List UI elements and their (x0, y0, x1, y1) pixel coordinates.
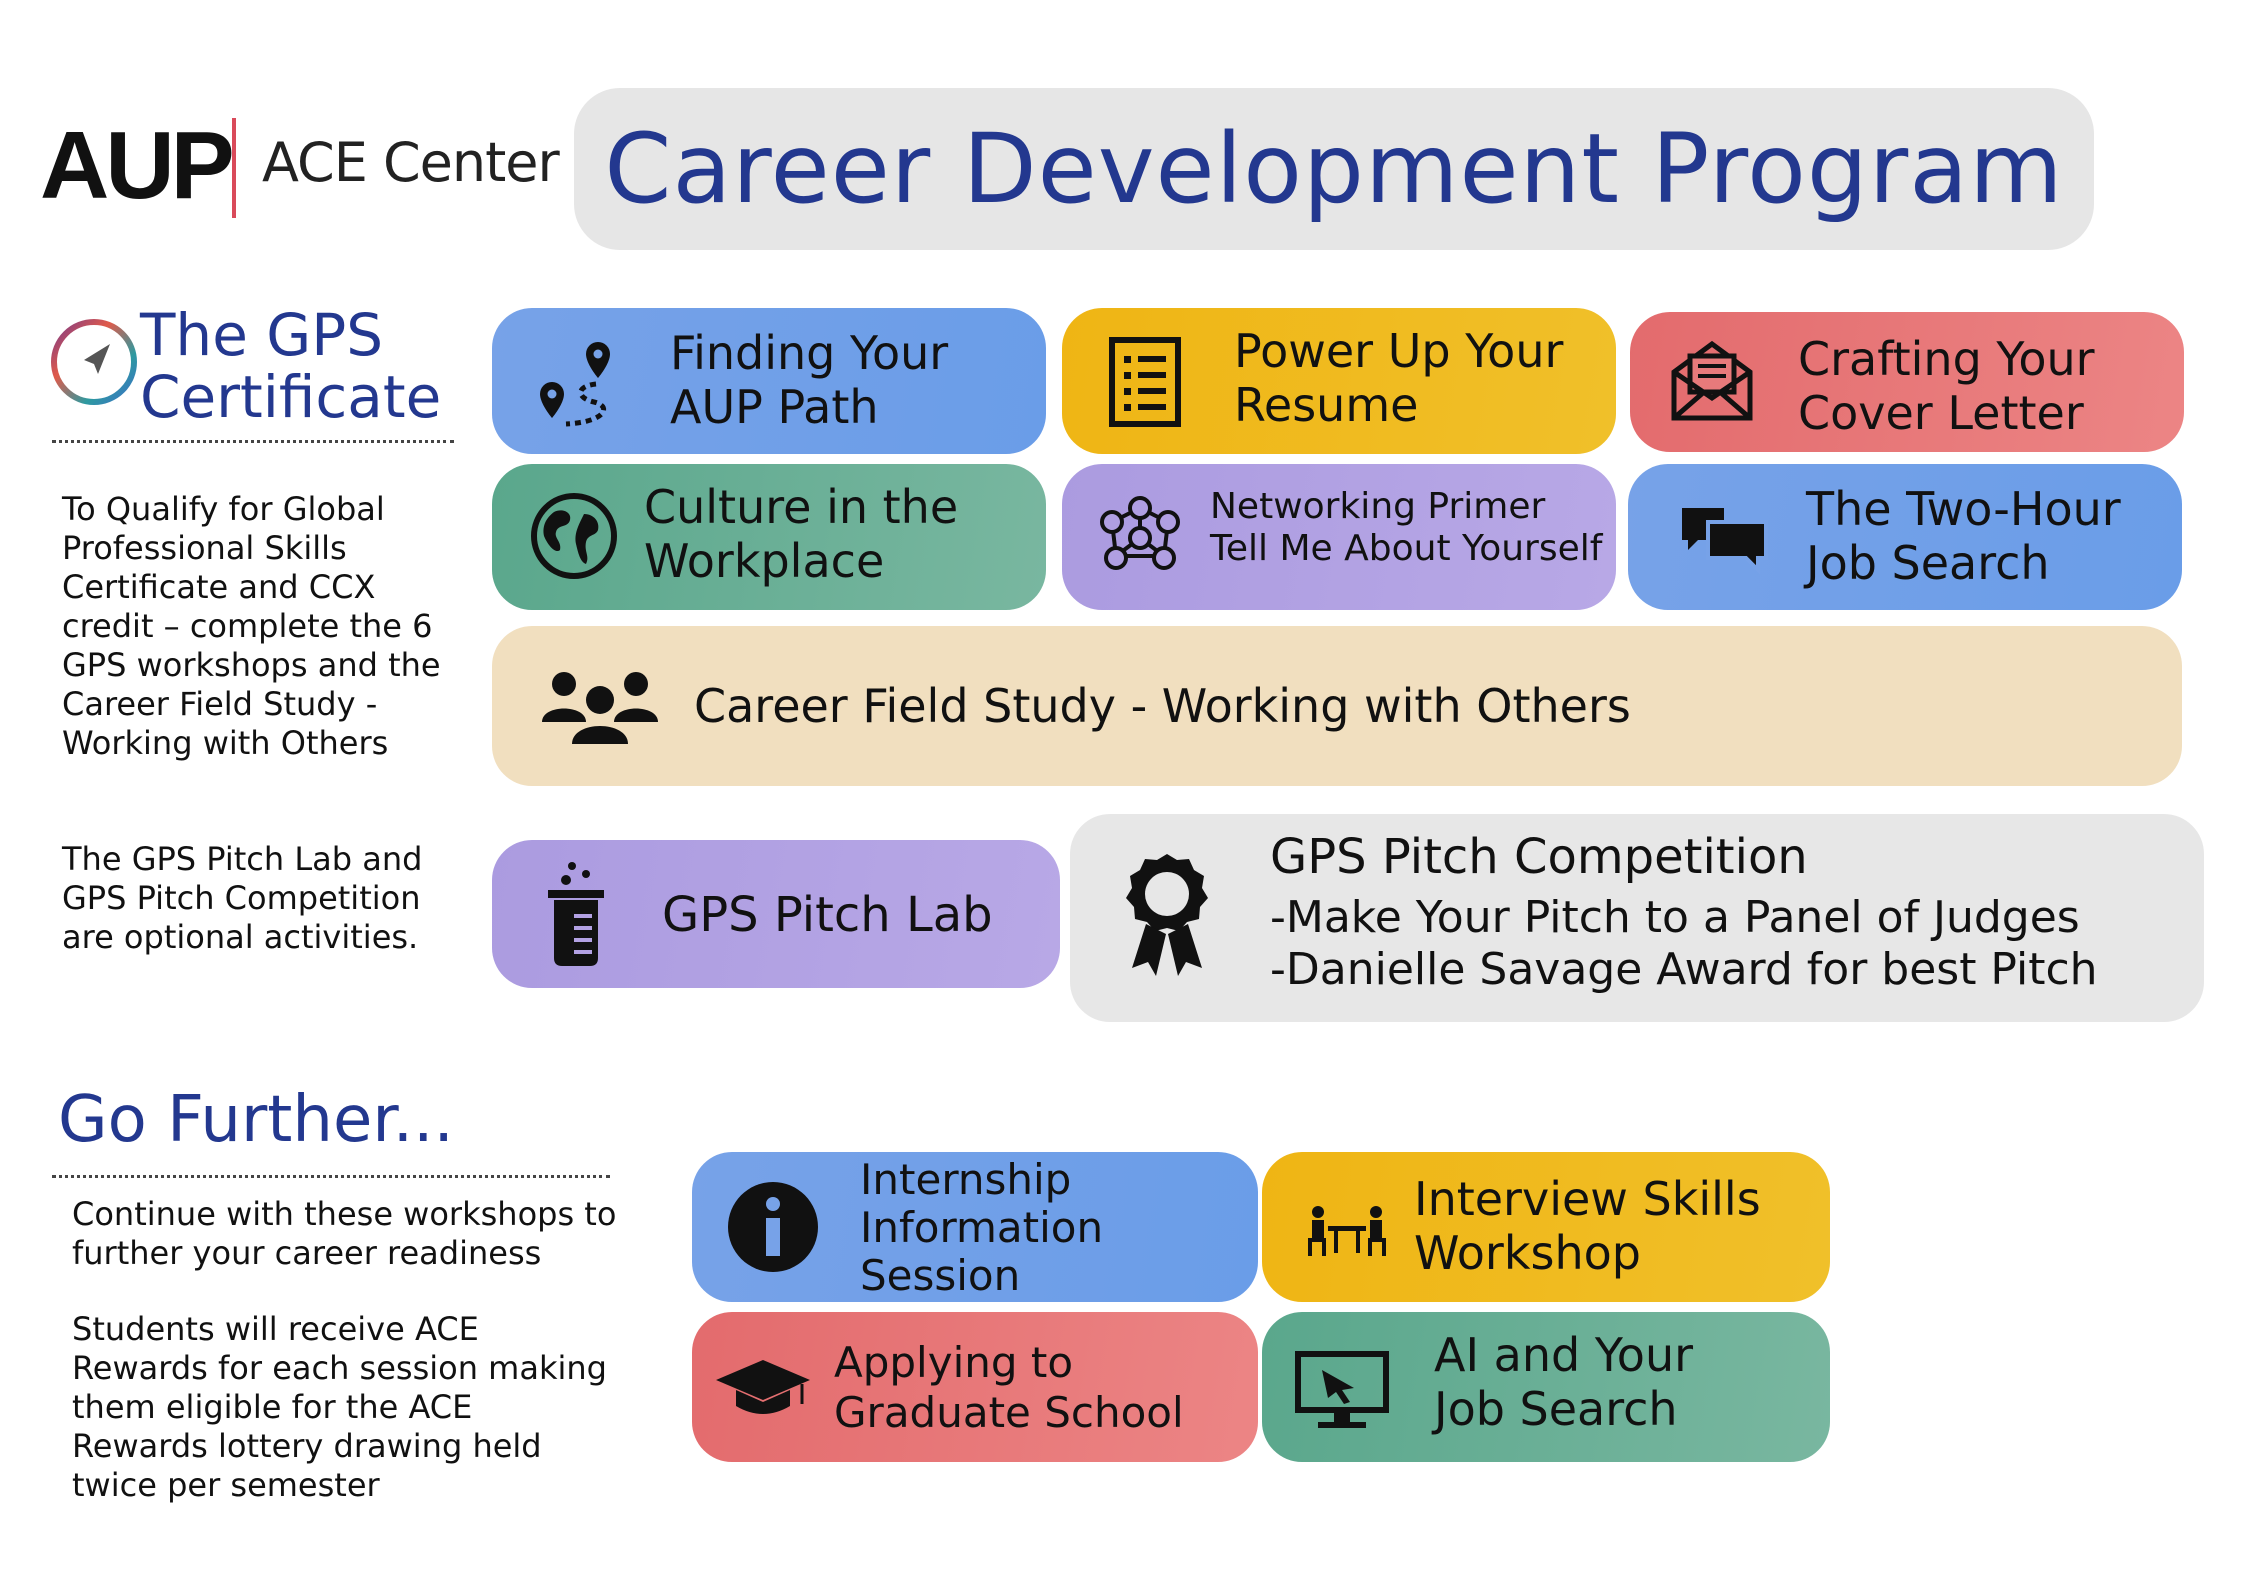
workshop-ai-and-your-job-search[interactable] (1262, 1312, 1830, 1462)
document-list-icon (1106, 336, 1184, 428)
workshop-label-line: Job Search (1434, 1382, 1678, 1436)
pitch-competition-card[interactable] (1070, 814, 2204, 1022)
workshop-label-line: Graduate School (834, 1388, 1184, 1437)
workshop-applying-to-graduate-school[interactable] (692, 1312, 1258, 1462)
qualify-line: Working with Others (62, 724, 389, 762)
gps-divider (52, 440, 454, 443)
workshop-label-line: Resume (1234, 378, 1419, 432)
envelope-letter-icon (1670, 338, 1754, 422)
workshop-label-line: AI and Your (1434, 1328, 1694, 1382)
workshop-label-line: AUP Path (670, 380, 879, 434)
go-further-text1 (72, 1195, 616, 1273)
go-further-line: Rewards lottery drawing held (72, 1427, 542, 1465)
workshop-label-line: The Two-Hour (1806, 482, 2121, 536)
workshop-label (1798, 332, 2095, 440)
workshop-label-line: Power Up Your (1234, 324, 1564, 378)
workshop-label (1806, 482, 2121, 590)
field-study-label: Career Field Study - Working with Others (694, 679, 1631, 733)
aup-logo (40, 112, 231, 219)
pitch-competition-line1: -Make Your Pitch to a Panel of Judges (1270, 892, 2080, 943)
pitch-competition-title: GPS Pitch Competition (1270, 829, 1808, 885)
network-people-icon (1092, 492, 1188, 582)
workshop-label (1234, 324, 1563, 432)
go-further-divider (52, 1175, 610, 1178)
gps-title-line2: Certificate (140, 363, 442, 431)
workshop-crafting-your-cover-letter[interactable] (1630, 312, 2184, 452)
workshop-label (860, 1156, 1103, 1300)
aup-logo-text: AUP (40, 112, 231, 219)
go-further-title: Go Further... (58, 1083, 454, 1157)
page-title: Career Development Program (604, 113, 2064, 225)
gps-title (140, 301, 442, 431)
optional-text (62, 840, 422, 957)
award-ribbon-icon (1122, 850, 1212, 980)
workshop-label-line: Networking Primer (1210, 486, 1546, 527)
workshop-two-hour-job-search[interactable] (1628, 464, 2182, 610)
workshop-label-line: Crafting Your (1798, 332, 2095, 386)
qualify-line: Career Field Study - (62, 685, 378, 723)
pitch-lab-label: GPS Pitch Lab (662, 887, 993, 943)
optional-line: The GPS Pitch Lab and (62, 840, 423, 878)
field-study-banner[interactable] (492, 626, 2182, 786)
workshop-label-line: Tell Me About Yourself (1210, 528, 1603, 569)
qualify-line: Professional Skills (62, 529, 347, 567)
page-title-banner (574, 88, 2094, 250)
workshop-label-line: Session (860, 1251, 1021, 1300)
computer-screen-icon (1294, 1350, 1390, 1432)
qualify-line: GPS workshops and the (62, 646, 441, 684)
go-further-line: Students will receive ACE (72, 1310, 479, 1348)
map-pin-path-icon (536, 336, 620, 432)
workshop-label (1210, 486, 1602, 570)
workshop-label-line: Culture in the (644, 480, 959, 534)
interview-table-icon (1306, 1202, 1388, 1258)
compass-icon (48, 316, 140, 408)
workshop-culture-in-the-workplace[interactable] (492, 464, 1046, 610)
workshop-label-line: Finding Your (670, 326, 949, 380)
workshop-networking-primer[interactable] (1062, 464, 1616, 610)
workshop-label-line: Internship (860, 1155, 1072, 1204)
workshop-label-line: Interview Skills (1414, 1172, 1761, 1226)
qualify-line: To Qualify for Global (62, 490, 385, 528)
workshop-label-line: Information (860, 1203, 1104, 1252)
workshop-power-up-your-resume[interactable] (1062, 308, 1616, 454)
ace-center-label: ACE Center (262, 131, 559, 194)
workshop-label-line: Applying to (834, 1338, 1074, 1387)
workshop-label (644, 480, 958, 588)
workshop-finding-your-aup-path[interactable] (492, 308, 1046, 454)
workshop-label-line: Job Search (1806, 536, 2050, 590)
info-icon (726, 1180, 820, 1274)
go-further-line: Continue with these workshops to (72, 1195, 617, 1233)
globe-icon (528, 490, 620, 582)
graduation-cap-icon (714, 1358, 812, 1418)
chat-bubbles-icon (1680, 504, 1768, 576)
group-people-icon (538, 666, 662, 746)
go-further-text2 (72, 1310, 607, 1505)
workshop-label (1414, 1172, 1761, 1280)
qualify-line: credit – complete the 6 (62, 607, 433, 645)
workshop-label-line: Workplace (644, 534, 885, 588)
workshop-label (834, 1338, 1184, 1438)
go-further-line: twice per semester (72, 1466, 380, 1504)
logo-divider (232, 118, 236, 218)
go-further-line: them eligible for the ACE (72, 1388, 473, 1426)
workshop-label-line: Cover Letter (1798, 386, 2084, 440)
optional-line: GPS Pitch Competition (62, 879, 421, 917)
beaker-icon (540, 860, 612, 970)
pitch-lab-card[interactable] (492, 840, 1060, 988)
go-further-line: further your career readiness (72, 1234, 542, 1272)
pitch-competition-line2: -Danielle Savage Award for best Pitch (1270, 944, 2098, 995)
workshop-label-line: Workshop (1414, 1226, 1641, 1280)
qualify-text (62, 490, 441, 763)
workshop-internship-information-session[interactable] (692, 1152, 1258, 1302)
qualify-line: Certificate and CCX (62, 568, 376, 606)
gps-title-line1: The GPS (140, 301, 384, 369)
workshop-label (1434, 1328, 1693, 1436)
optional-line: are optional activities. (62, 918, 419, 956)
workshop-interview-skills[interactable] (1262, 1152, 1830, 1302)
workshop-label (670, 326, 948, 434)
go-further-line: Rewards for each session making (72, 1349, 607, 1387)
